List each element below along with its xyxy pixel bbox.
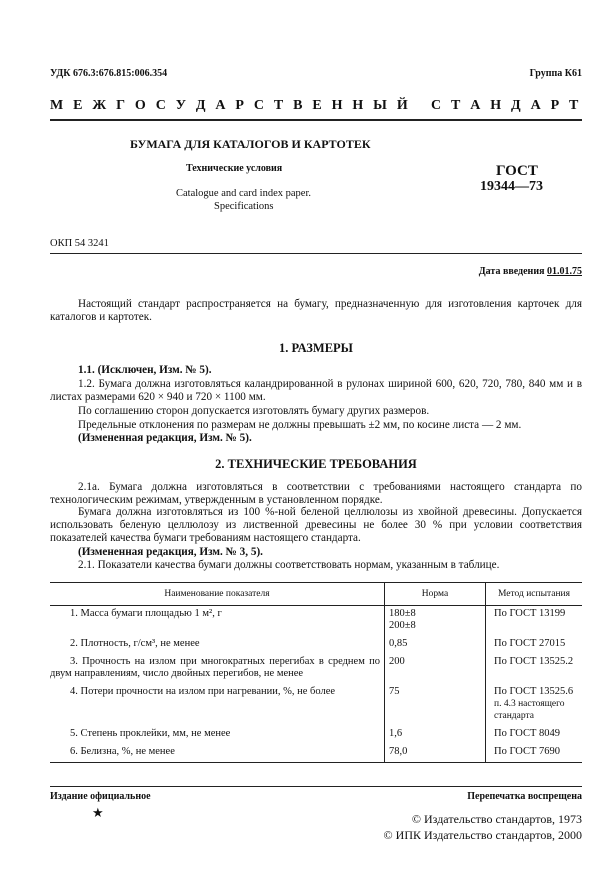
row-norm: 1,6: [385, 726, 486, 744]
section-2-p1: 2.1а. Бумага должна изготовляться в соответствии с требованиями настоящего стандарта по технологическим режимам, утвержденным в установленном порядке.: [50, 481, 582, 506]
document-subtitle: Технические условия: [186, 163, 283, 174]
section-1-heading: 1. РАЗМЕРЫ: [279, 341, 353, 355]
row-method: По ГОСТ 13525.2: [494, 656, 574, 667]
intro-date-label: Дата введения: [478, 266, 545, 277]
row-name: 1. Масса бумаги площадью 1 м², г: [50, 606, 385, 637]
section-1-p1: 1.1. (Исключен, Изм. № 5).: [78, 364, 212, 376]
row-norm: 75: [385, 684, 486, 726]
header-name: Наименование показателя: [50, 583, 385, 606]
section-2-p2: Бумага должна изготовляться из 100 %-ной беленой целлюлозы из хвойной древесины. Допускается использовать беленую целлюлозу из лиственной древесины не более 30 % при условии соответствия показателей качества бумаги требованиям настоящего стандарта.: [50, 506, 582, 544]
requirements-table: [50, 582, 582, 763]
row-name: 5. Степень проклейки, мм, не менее: [50, 726, 385, 744]
section-2-heading: 2. ТЕХНИЧЕСКИЕ ТРЕБОВАНИЯ: [215, 457, 417, 471]
intro-date-value: 01.01.75: [547, 266, 582, 277]
table-row: [50, 744, 582, 763]
copyright-2000: © ИПК Издательство стандартов, 2000: [383, 828, 582, 842]
footer-rule: [50, 786, 582, 787]
row-method: По ГОСТ 13199: [494, 608, 566, 619]
row-method: По ГОСТ 13525.6 п. 4.3 настоящего стандарта: [494, 686, 574, 721]
section-2-p4: 2.1. Показатели качества бумаги должны соответствовать нормам, указанным в таблице.: [78, 559, 500, 571]
introduction-date: [479, 266, 582, 277]
okp-code: ОКП 54 3241: [50, 238, 109, 249]
gost-number: 19344—73: [480, 179, 543, 194]
group-code: Группа К61: [529, 68, 582, 79]
row-name: 4. Потери прочности на излом при нагревании, %, не более: [50, 684, 385, 726]
section-1-p5: (Измененная редакция, Изм. № 5).: [78, 432, 252, 444]
header-norm: Норма: [385, 583, 486, 606]
section-2-p3: (Измененная редакция, Изм. № 3, 5).: [78, 546, 263, 558]
official-edition: Издание официальное: [50, 791, 151, 802]
header-method: Метод испытания: [486, 583, 583, 606]
star-icon: ★: [92, 805, 104, 820]
table-row: [50, 606, 582, 637]
table-header-row: [50, 583, 582, 606]
row-name: 3. Прочность на излом при многократных перегибах в среднем по двум направлениям, число двойных перегибов, не менее: [50, 654, 385, 684]
copyright-1973: © Издательство стандартов, 1973: [411, 812, 582, 826]
row-norm: 78,0: [385, 744, 486, 763]
document-title: БУМАГА ДЛЯ КАТАЛОГОВ И КАРТОТЕК: [130, 137, 371, 151]
english-title-line2: Specifications: [214, 201, 274, 212]
row-norm: 200: [385, 654, 486, 684]
english-title-line1: Catalogue and card index paper.: [176, 188, 311, 199]
row-method: По ГОСТ 8049: [494, 728, 561, 739]
udk-code: УДК 676.3:676.815:006.354: [50, 68, 168, 79]
gost-label: ГОСТ: [496, 163, 538, 179]
section-1-p4: Предельные отклонения по размерам не должны превышать ±2 мм, по косине листа — 2 мм.: [78, 419, 522, 431]
row-method: По ГОСТ 27015: [494, 638, 566, 649]
table-row: [50, 684, 582, 726]
row-name: 6. Белизна, %, не менее: [50, 744, 385, 763]
okp-rule: [50, 253, 582, 254]
reprint-prohibited: Перепечатка воспрещена: [467, 791, 582, 802]
table-row: [50, 636, 582, 654]
row-norm: 0,85: [385, 636, 486, 654]
section-1-p3: По соглашению сторон допускается изготовлять бумагу других размеров.: [78, 405, 430, 417]
row-name: 2. Плотность, г/см³, не менее: [50, 636, 385, 654]
standard-banner: М Е Ж Г О С У Д А Р С Т В Е Н Н Ы Й С Т А Н Д А Р Т: [50, 98, 582, 113]
table-row: [50, 726, 582, 744]
row-norm: 180±8 200±8: [385, 606, 486, 637]
table-row: [50, 654, 582, 684]
banner-rule: [50, 119, 582, 121]
section-1-p2: 1.2. Бумага должна изготовляться каландрированной в рулонах шириной 600, 620, 720, 780, 840 мм и в листах размерами 620 × 940 и 720 × 1100 мм.: [50, 378, 582, 403]
row-method: По ГОСТ 7690: [486, 744, 583, 763]
intro-paragraph: Настоящий стандарт распространяется на бумагу, предназначенную для изготовления карточек для каталогов и картотек.: [50, 298, 582, 323]
